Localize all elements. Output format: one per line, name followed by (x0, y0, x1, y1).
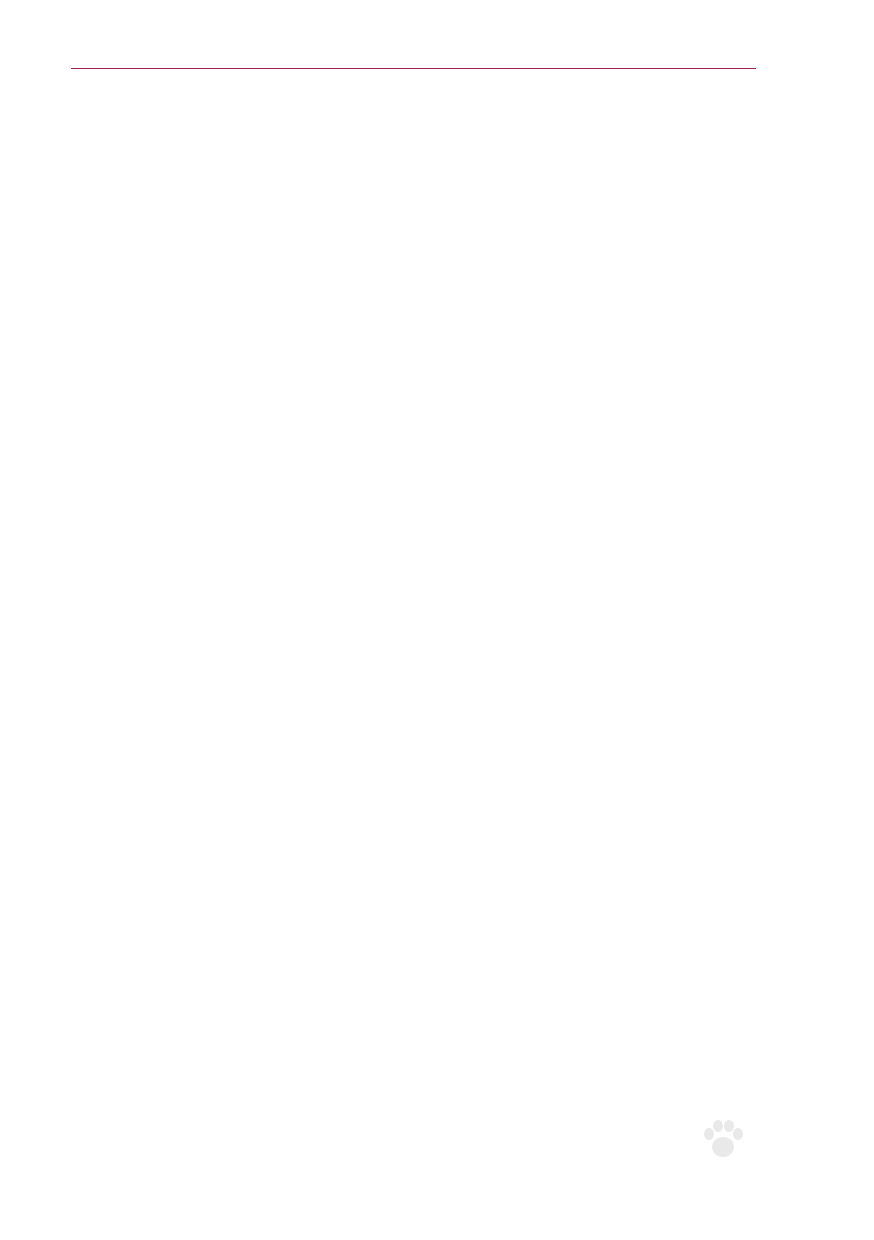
header-rule (71, 68, 756, 69)
paw-icon (698, 1118, 748, 1160)
watermark (620, 1118, 820, 1208)
